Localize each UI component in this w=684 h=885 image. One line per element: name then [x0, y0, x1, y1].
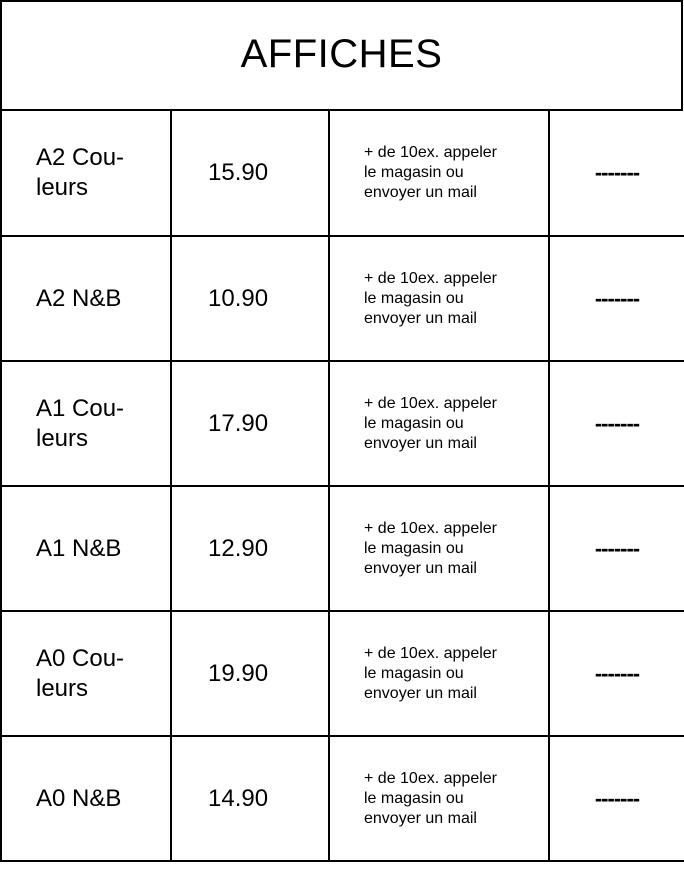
note-line1: + de 10ex. appeler [364, 144, 497, 161]
extra-cell: ------- [549, 611, 684, 736]
note-cell [329, 736, 549, 861]
format-name-line1: A1 Cou- [36, 394, 125, 422]
price-cell: 19.90 [171, 611, 329, 736]
price-cell: 14.90 [171, 736, 329, 861]
note-line1: + de 10ex. appeler [364, 519, 497, 537]
format-cell [1, 236, 171, 361]
note-cell [329, 111, 549, 236]
price-cell: 10.90 [171, 236, 329, 361]
note-line3: envoyer un mail [364, 559, 477, 577]
format-name-line1: A1 N&B [36, 534, 122, 562]
note-line3: envoyer un mail [364, 184, 477, 201]
note-cell [329, 611, 549, 736]
table-row [1, 361, 684, 486]
note-cell [329, 236, 549, 361]
note-line2: le magasin ou [364, 539, 464, 557]
price-cell: 15.90 [171, 111, 329, 236]
note-line3: envoyer un mail [364, 434, 477, 452]
format-name-line1: A0 N&B [36, 784, 122, 812]
price-cell: 17.90 [171, 361, 329, 486]
note-line1: + de 10ex. appeler [364, 644, 497, 662]
note-line3: envoyer un mail [364, 684, 477, 702]
title-box [0, 0, 683, 111]
table-row [1, 111, 684, 236]
extra-cell: ------- [549, 236, 684, 361]
format-cell [1, 111, 171, 236]
table-row [1, 611, 684, 736]
note-line1: + de 10ex. appeler [364, 769, 497, 787]
note-cell [329, 486, 549, 611]
format-name-line1: A2 Cou- [36, 144, 125, 171]
table-row [1, 486, 684, 611]
table-row [1, 236, 684, 361]
format-cell [1, 611, 171, 736]
table-row [1, 736, 684, 861]
note-line2: le magasin ou [364, 289, 464, 307]
format-name-line2: leurs [36, 174, 89, 201]
note-cell [329, 361, 549, 486]
note-line2: le magasin ou [364, 164, 464, 181]
format-name-line2: leurs [36, 424, 89, 452]
note-line2: le magasin ou [364, 664, 464, 682]
format-cell [1, 486, 171, 611]
extra-cell: ------- [549, 111, 684, 236]
extra-cell: ------- [549, 361, 684, 486]
note-line2: le magasin ou [364, 789, 464, 807]
format-name-line1: A0 Cou- [36, 644, 125, 672]
format-name-line2: leurs [36, 674, 89, 702]
note-line2: le magasin ou [364, 414, 464, 432]
extra-cell: ------- [549, 736, 684, 861]
note-line1: + de 10ex. appeler [364, 394, 497, 412]
price-table [0, 111, 684, 862]
note-line3: envoyer un mail [364, 809, 477, 827]
note-line3: envoyer un mail [364, 309, 477, 327]
price-cell: 12.90 [171, 486, 329, 611]
format-cell [1, 361, 171, 486]
format-cell [1, 736, 171, 861]
format-name-line1: A2 N&B [36, 284, 122, 312]
page-title: AFFICHES [240, 32, 443, 76]
extra-cell: ------- [549, 486, 684, 611]
note-line1: + de 10ex. appeler [364, 269, 497, 287]
